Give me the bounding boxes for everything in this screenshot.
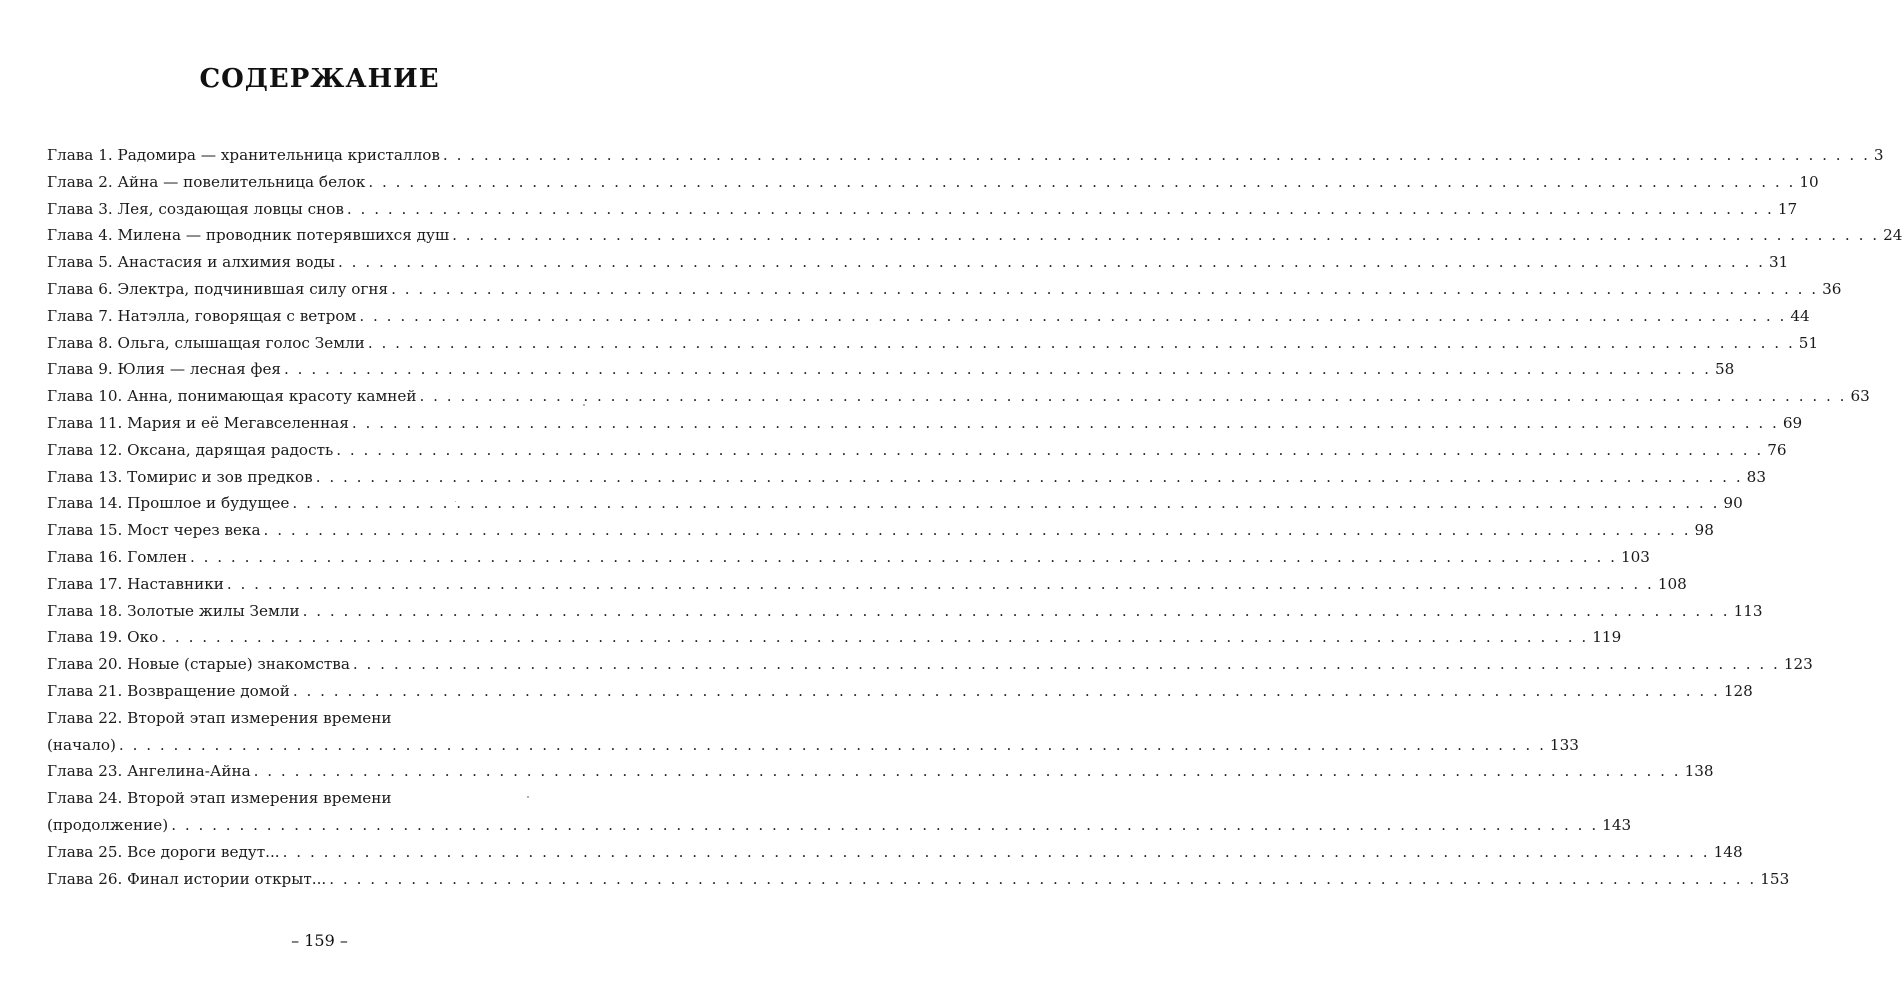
dot-leader (293, 682, 1720, 700)
toc-entry-title: Глава 20. Новые (старые) знакомства (47, 655, 350, 674)
toc-entry (47, 387, 1870, 414)
toc-entry (47, 413, 1803, 441)
toc-entry-page: 133 (1549, 735, 1579, 754)
toc-entry (47, 628, 1622, 655)
dot-leader (264, 521, 1691, 539)
toc-entry-page: 51 (1798, 333, 1819, 352)
page-title: СОДЕРЖАНИЕ (199, 64, 440, 94)
print-speck (583, 404, 585, 406)
dot-leader (283, 843, 1710, 861)
toc-entry (47, 762, 1714, 789)
toc-entry-page: 119 (1592, 628, 1622, 647)
toc-entry (47, 789, 566, 816)
toc-entry-title: Глава 26. Финал истории открыт... (47, 869, 327, 888)
toc-entry-page: 10 (1799, 172, 1819, 191)
toc-entry-title: Глава 19. Око (47, 628, 159, 647)
toc-entry-title: Глава 13. Томирис и зов предков (47, 467, 313, 486)
toc-entry-title: Глава 18. Золотые жилы Земли (47, 601, 300, 620)
toc-entry-page: 143 (1602, 815, 1632, 834)
dot-leader (254, 762, 1681, 780)
toc-entry-page: 17 (1777, 199, 1798, 218)
toc-entry-title: Глава 2. Айна — повелительница белок (47, 172, 366, 191)
toc-entry-title: Глава 4. Милена — проводник потерявшихся душ (47, 226, 450, 245)
toc-entry (47, 574, 1687, 602)
toc-entry-title: Глава 14. Прошлое и будущее (47, 494, 290, 513)
toc-entry-title: Глава 17. Наставники (47, 574, 224, 593)
dot-leader (368, 334, 1795, 352)
dot-leader (452, 226, 1879, 244)
dot-leader (352, 414, 1779, 432)
toc-entry (47, 735, 1579, 763)
toc-entry (47, 306, 1810, 334)
dot-leader (316, 468, 1743, 486)
toc-entry-title: Глава 10. Анна, понимающая красоту камней (47, 387, 417, 406)
dot-leader (161, 628, 1588, 646)
page-number: – 159 – (291, 931, 348, 950)
toc-entry (47, 253, 1789, 280)
dot-leader (368, 173, 1795, 191)
dot-leader (227, 575, 1654, 593)
toc-entry (47, 279, 1842, 307)
dot-leader (329, 870, 1756, 888)
toc-entry (47, 360, 1735, 387)
toc-entry-title: (продолжение) (47, 815, 169, 834)
dot-leader (359, 307, 1786, 325)
toc-entry-title: (начало) (47, 735, 116, 754)
toc-entry (47, 709, 566, 736)
dot-leader (443, 146, 1870, 164)
toc-entry-title: Глава 22. Второй этап измерения времени (47, 708, 392, 727)
dot-leader (119, 736, 1546, 754)
dot-leader (292, 494, 1719, 512)
toc-entry-title: Глава 23. Ангелина-Айна (47, 762, 251, 781)
toc-entry (47, 842, 1743, 870)
dot-leader (338, 253, 1765, 271)
toc-entry-page: 36 (1822, 279, 1842, 298)
toc-entry (47, 681, 1753, 709)
toc-entry-title: Глава 5. Анастасия и алхимия воды (47, 253, 336, 272)
toc-entry-page: 24 (1883, 226, 1902, 245)
toc-entry (47, 172, 1819, 200)
toc-entry-page: 58 (1715, 360, 1735, 379)
toc-entry (47, 199, 1798, 227)
dot-leader (391, 280, 1818, 298)
toc-entry-page: 44 (1790, 306, 1810, 325)
toc-entry-title: Глава 11. Мария и её Мегавселенная (47, 413, 349, 432)
toc-entry-page: 76 (1767, 440, 1787, 459)
toc-entry (47, 869, 1790, 897)
toc-entry-title: Глава 3. Лея, создающая ловцы снов (47, 199, 344, 218)
toc-entry (47, 521, 1714, 548)
toc-entry-page: 3 (1873, 146, 1884, 164)
dot-leader (353, 655, 1780, 673)
toc-entry-page: 69 (1782, 413, 1803, 432)
toc-entry-page: 113 (1733, 601, 1763, 620)
dot-leader (284, 360, 1711, 378)
toc-entry-title: Глава 16. Гомлен (47, 547, 187, 566)
toc-entry-page: 90 (1723, 494, 1743, 513)
toc-entry-title: Глава 24. Второй этап измерения времени (47, 789, 392, 808)
toc-entry (47, 655, 1813, 682)
toc-entry-title: Глава 7. Натэлла, говорящая с ветром (47, 306, 357, 325)
toc-entry-page: 123 (1783, 655, 1813, 674)
toc-entry-page: 153 (1760, 869, 1790, 888)
toc-entry-page: 98 (1694, 521, 1714, 540)
toc-entry (47, 494, 1743, 521)
dot-leader (420, 387, 1847, 405)
toc-entry (47, 333, 1819, 361)
dot-leader (171, 816, 1598, 834)
toc-entry-title: Глава 6. Электра, подчинившая силу огня (47, 279, 389, 298)
table-of-contents (47, 146, 1902, 896)
toc-entry (47, 146, 1884, 173)
toc-entry-title: Глава 12. Оксана, дарящая радость (47, 440, 334, 459)
dot-leader (336, 441, 1763, 459)
toc-entry-page: 31 (1769, 253, 1789, 272)
toc-entry-page: 63 (1850, 387, 1870, 406)
toc-entry (47, 601, 1763, 629)
toc-entry (47, 815, 1632, 843)
toc-entry-title: Глава 9. Юлия — лесная фея (47, 360, 282, 379)
toc-entry-title: Глава 1. Радомира — хранительница кристаллов (47, 146, 440, 164)
toc-entry-page: 138 (1684, 762, 1714, 781)
toc-entry-page: 108 (1657, 574, 1687, 593)
toc-entry-title: Глава 25. Все дороги ведут... (47, 842, 280, 861)
dot-leader (347, 200, 1774, 218)
print-speck (527, 796, 529, 798)
dot-leader (303, 602, 1730, 620)
dot-leader (190, 548, 1617, 566)
toc-entry-page: 103 (1620, 547, 1650, 566)
toc-entry-title: Глава 21. Возвращение домой (47, 681, 290, 700)
toc-entry (47, 226, 1902, 253)
toc-entry (47, 440, 1787, 468)
toc-entry-page: 128 (1723, 681, 1753, 700)
toc-entry (47, 467, 1766, 495)
toc-entry-title: Глава 8. Ольга, слышащая голос Земли (47, 333, 365, 352)
toc-entry (47, 547, 1650, 575)
print-speck (455, 501, 456, 502)
toc-entry-page: 83 (1746, 467, 1766, 486)
toc-entry-page: 148 (1713, 842, 1743, 861)
toc-entry-title: Глава 15. Мост через века (47, 521, 261, 540)
